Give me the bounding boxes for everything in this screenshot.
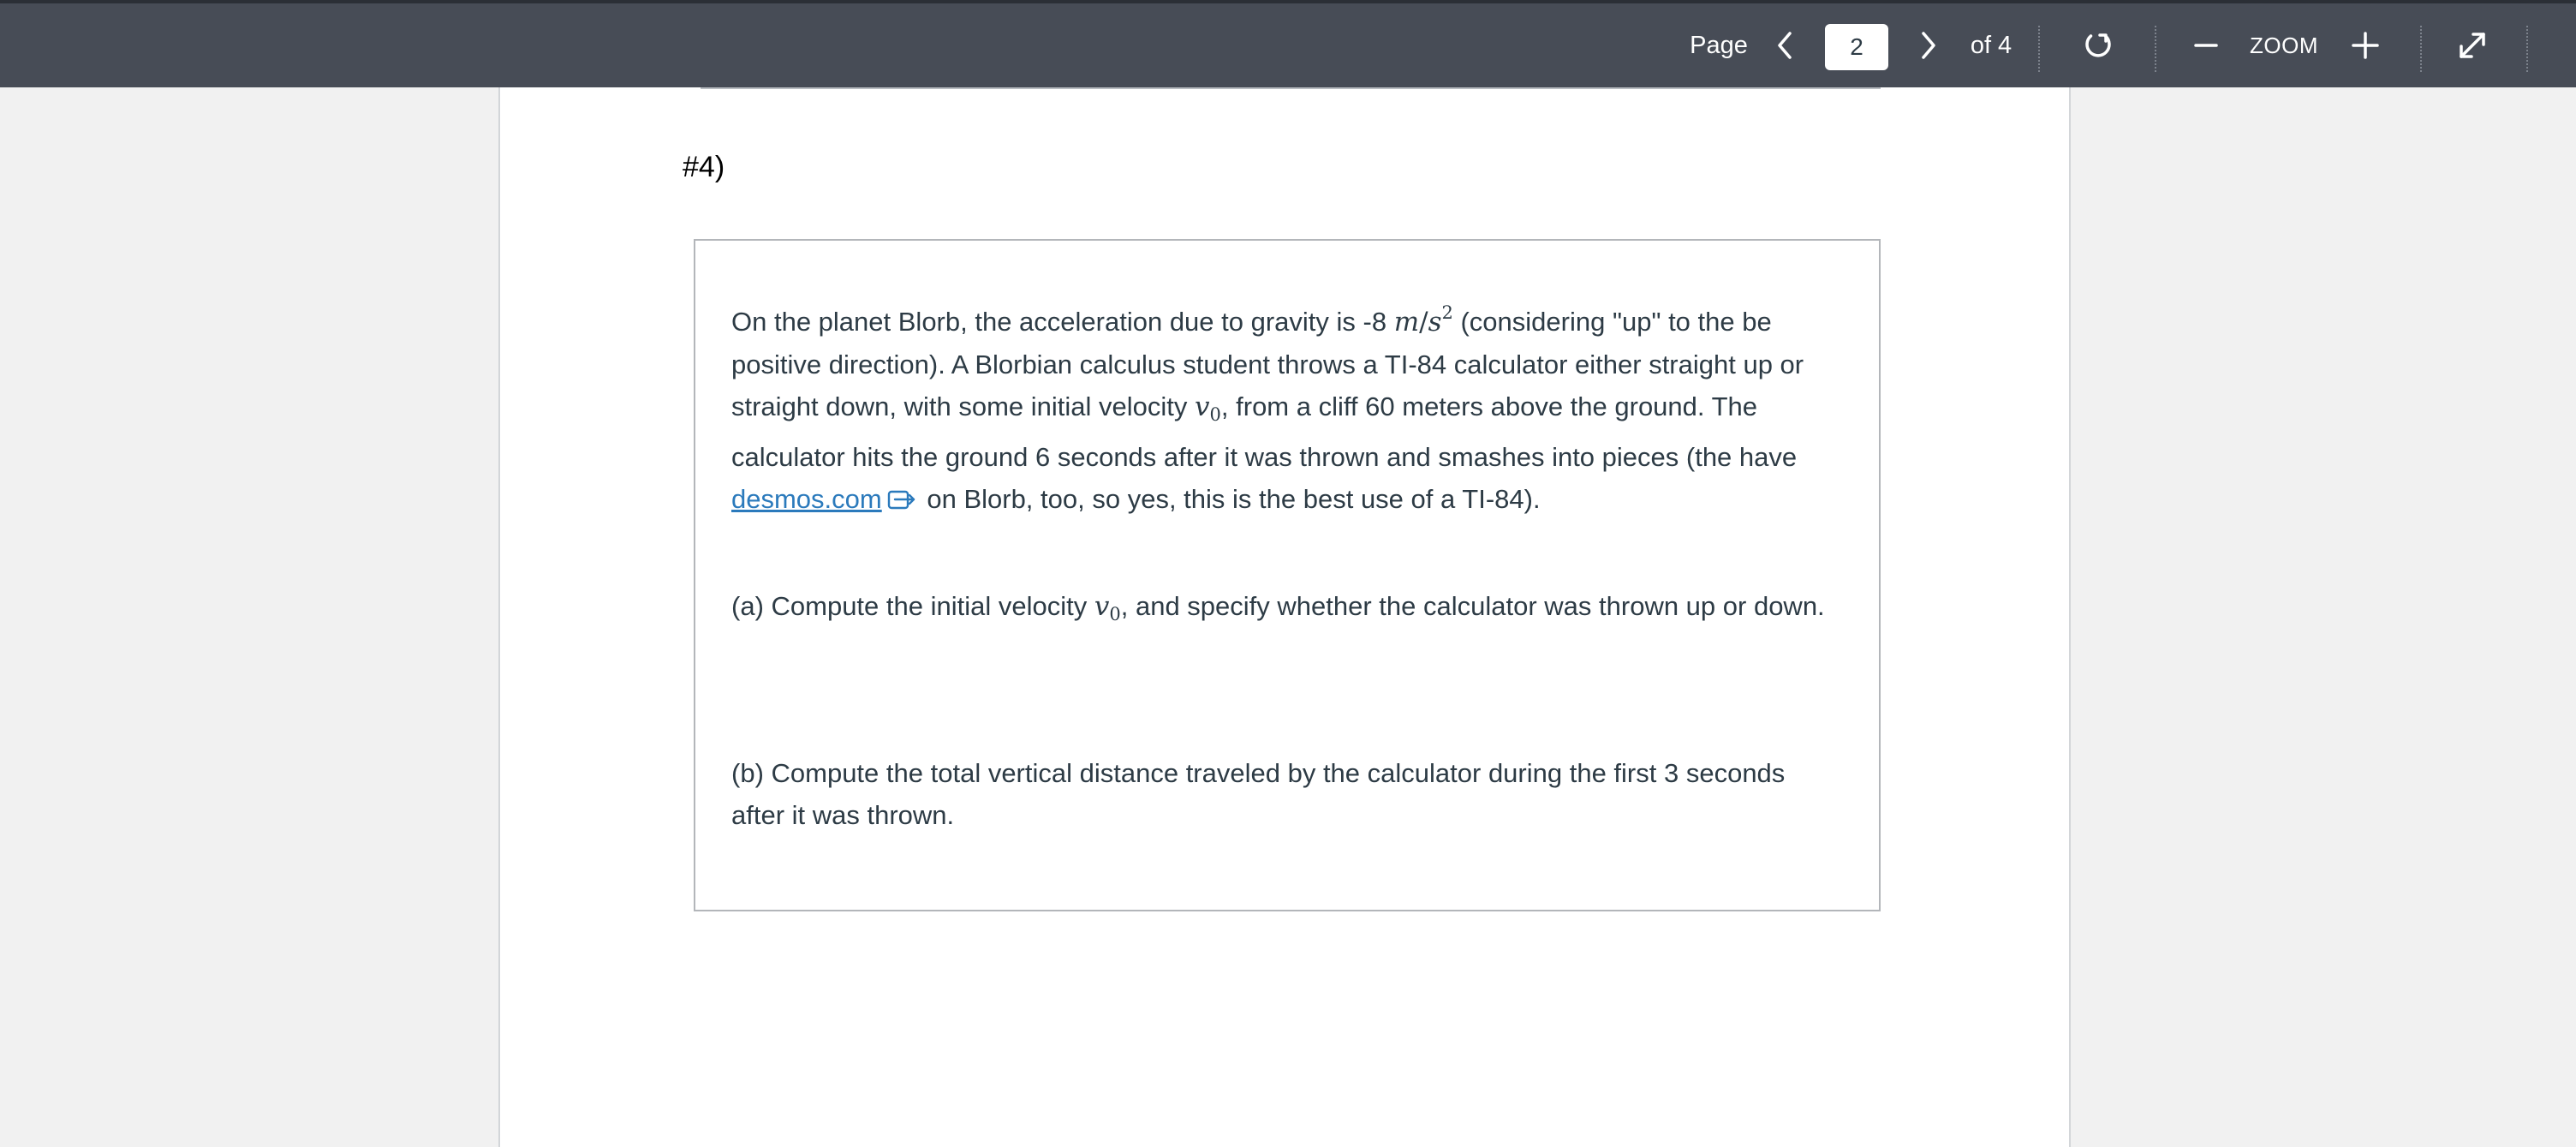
page-count-text: of 4 bbox=[1970, 31, 2012, 59]
question-intro bbox=[731, 292, 1845, 520]
velocity-symbol bbox=[1195, 391, 1221, 425]
intro-text: (considering "up" to the be positive direction). A Blorbian calculus student throws a TI-84 calculator either straight up or straight down, with some initial velocity bbox=[731, 307, 1804, 421]
expand-icon bbox=[2455, 28, 2490, 63]
minus-icon bbox=[2193, 33, 2219, 58]
question-part-b: (b) Compute the total vertical distance traveled by the calculator during the first 3 seconds after it was thrown. bbox=[731, 758, 1786, 830]
question-part-a bbox=[731, 585, 1845, 636]
rotate-icon bbox=[2081, 28, 2115, 63]
velocity-subscript: 0 bbox=[1109, 604, 1121, 624]
page-number-input[interactable] bbox=[1825, 24, 1888, 70]
chevron-left-icon bbox=[1776, 31, 1793, 60]
chevron-right-icon bbox=[1920, 31, 1937, 60]
question-number: #4) bbox=[683, 151, 725, 183]
velocity-v: v bbox=[1195, 391, 1210, 422]
toolbar-separator bbox=[2420, 26, 2422, 72]
part-a-text: (a) Compute the initial velocity bbox=[731, 591, 1094, 621]
zoom-label-text: ZOOM bbox=[2250, 32, 2318, 58]
velocity-subscript: 0 bbox=[1209, 404, 1221, 425]
next-page-button[interactable] bbox=[1911, 3, 1946, 87]
unit-exponent: 2 bbox=[1441, 302, 1453, 323]
page-count-label bbox=[1966, 3, 2016, 87]
document-toolbar bbox=[0, 0, 2576, 87]
velocity-v: v bbox=[1094, 591, 1110, 622]
units-expression bbox=[1393, 302, 1453, 338]
toolbar-separator bbox=[2526, 26, 2528, 72]
part-a-text: , and specify whether the calculator was thrown up or down. bbox=[1120, 591, 1825, 621]
intro-text: , from a cliff 60 meters above the ground. The calculator hits the ground 6 seconds after it was thrown and smashes into pieces (the have bbox=[731, 391, 1798, 472]
velocity-symbol bbox=[1094, 591, 1121, 622]
unit-slash: / bbox=[1419, 307, 1428, 338]
intro-text: On the planet Blorb, the acceleration due to gravity is -8 bbox=[731, 307, 1394, 337]
zoom-label bbox=[2249, 3, 2319, 87]
plus-icon bbox=[2351, 31, 2380, 60]
zoom-out-button[interactable] bbox=[2189, 3, 2223, 87]
toolbar-separator bbox=[2038, 26, 2040, 72]
page-label bbox=[1690, 3, 1747, 87]
external-link-icon[interactable] bbox=[887, 487, 916, 511]
fullscreen-button[interactable] bbox=[2451, 3, 2494, 87]
rotate-button[interactable] bbox=[2078, 3, 2119, 87]
page-label-text: Page bbox=[1690, 31, 1748, 59]
previous-page-edge bbox=[701, 87, 1881, 89]
previous-page-button[interactable] bbox=[1768, 3, 1802, 87]
toolbar-separator bbox=[2155, 26, 2156, 72]
desmos-link[interactable]: desmos.com bbox=[731, 484, 882, 514]
intro-text: on Blorb, too, so yes, this is the best use of a TI-84). bbox=[919, 484, 1541, 514]
unit-s: s bbox=[1428, 307, 1442, 338]
question-box bbox=[694, 239, 1881, 911]
zoom-in-button[interactable] bbox=[2348, 3, 2382, 87]
unit-m: m bbox=[1393, 307, 1420, 338]
